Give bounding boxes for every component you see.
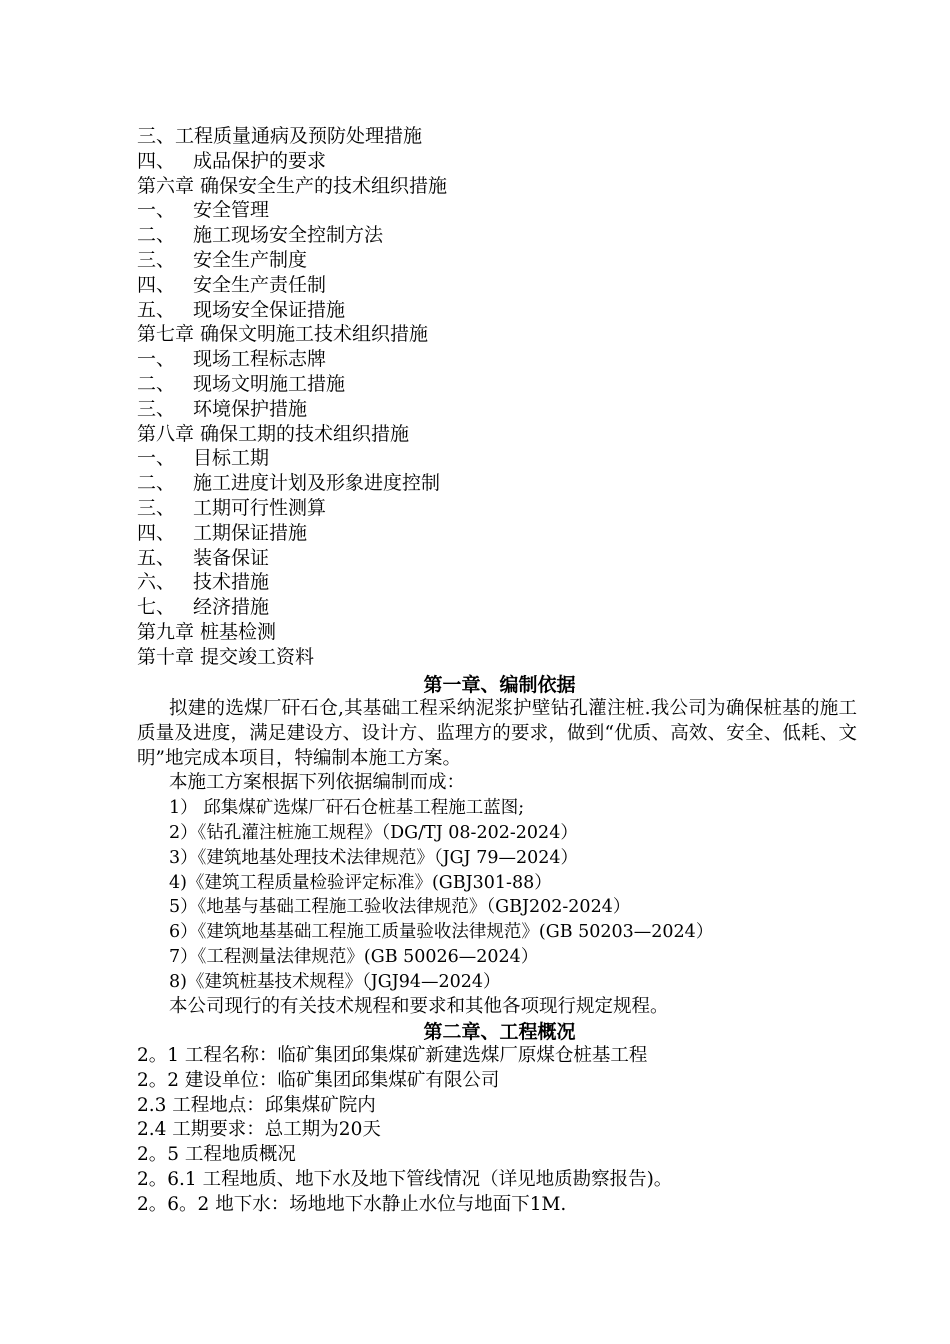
toc-line	[137, 347, 447, 372]
toc-chapter	[137, 174, 447, 199]
toc-text: 安全生产制度	[193, 248, 308, 271]
toc-number: 一、	[137, 348, 176, 371]
toc-line	[137, 446, 447, 471]
toc-line	[137, 372, 447, 397]
basis-lead: 本施工方案根据下列依据编制而成：	[169, 772, 466, 794]
toc-text: 第七章 确保文明施工技术组织措施	[137, 323, 429, 346]
toc-line	[137, 298, 447, 323]
basis-item: 3）《建筑地基处理技术法律规范》（JGJ 79—2024）	[169, 847, 579, 868]
basis-item: 6）《建筑地基基础工程施工质量验收法律规范》(GB 50203—2024）	[169, 922, 714, 943]
overview-item: 2。6。2 地下水：场地地下水静止水位与地面下1M.	[137, 1193, 567, 1215]
toc-line	[137, 273, 447, 298]
basis-item: 7）《工程测量法律规范》(GB 50026—2024）	[169, 946, 539, 967]
toc-line	[137, 521, 447, 546]
toc-number: 七、	[137, 596, 176, 619]
toc-text: 施工进度计划及形象进度控制	[193, 472, 441, 495]
toc-number: 四、	[137, 149, 176, 172]
toc-line	[137, 496, 447, 521]
toc-line	[137, 248, 447, 273]
basis-item: 1） 邱集煤矿选煤厂矸石仓桩基工程施工蓝图;	[169, 798, 525, 819]
toc-line	[137, 471, 447, 496]
toc-text: 技术措施	[193, 571, 270, 594]
toc-text: 现场文明施工措施	[193, 372, 346, 395]
toc-number: 三、	[137, 248, 176, 271]
toc-number: 五、	[137, 298, 176, 321]
table-of-contents	[137, 124, 447, 670]
toc-line	[137, 570, 447, 595]
basis-item: 4)《建筑工程质量检验评定标准》(GBJ301-88）	[169, 872, 552, 893]
chapter1-title: 第一章、编制依据	[423, 674, 576, 696]
toc-chapter	[137, 322, 447, 347]
toc-text: 第十章 提交竣工资料	[137, 645, 315, 668]
toc-number: 一、	[137, 447, 176, 470]
overview-item: 2。2 建设单位：临矿集团邱集煤矿有限公司	[137, 1069, 500, 1091]
toc-number: 三、	[137, 397, 176, 420]
toc-number: 二、	[137, 372, 176, 395]
basis-item: 5）《地基与基础工程施工验收法律规范》（GBJ202-2024）	[169, 897, 631, 918]
toc-number: 四、	[137, 273, 176, 296]
toc-number: 三、	[137, 496, 176, 519]
toc-text: 第九章 桩基检测	[137, 620, 277, 643]
toc-text: 工期保证措施	[193, 521, 308, 544]
toc-line	[137, 223, 447, 248]
overview-item: 2.4 工期要求：总工期为20天	[137, 1119, 381, 1141]
toc-line	[137, 546, 447, 571]
overview-item: 2。6.1 工程地质、地下水及地下管线情况（详见地质勘察报告)。	[137, 1168, 673, 1190]
toc-text: 目标工期	[193, 447, 270, 470]
toc-text: 三、工程质量通病及预防处理措施	[137, 125, 423, 147]
toc-chapter	[137, 645, 447, 670]
toc-text: 成品保护的要求	[193, 149, 327, 172]
overview-item: 2。1 工程名称：临矿集团邱集煤矿新建选煤厂原煤仓桩基工程	[137, 1045, 648, 1066]
toc-text: 环境保护措施	[193, 397, 308, 420]
basis-item: 2）《钻孔灌注桩施工规程》（DG/TJ 08-202-2024）	[169, 822, 578, 843]
toc-chapter	[137, 422, 447, 447]
toc-line	[137, 149, 447, 174]
toc-text: 第八章 确保工期的技术组织措施	[137, 422, 410, 445]
toc-number: 二、	[137, 224, 176, 247]
toc-text: 安全管理	[193, 199, 270, 222]
toc-number: 二、	[137, 472, 176, 495]
toc-text: 第六章 确保安全生产的技术组织措施	[137, 174, 448, 197]
toc-number: 六、	[137, 571, 176, 594]
toc-number: 五、	[137, 546, 176, 569]
toc-number: 四、	[137, 521, 176, 544]
toc-line	[137, 198, 447, 223]
toc-text: 现场安全保证措施	[193, 298, 346, 321]
toc-text: 经济措施	[193, 596, 270, 619]
toc-text: 工期可行性测算	[193, 496, 327, 519]
basis-closing: 本公司现行的有关技术规程和要求和其他各项现行规定规程。	[169, 995, 669, 1017]
toc-text: 装备保证	[193, 546, 270, 569]
toc-text: 现场工程标志牌	[193, 348, 327, 371]
chapter2-body	[137, 1044, 857, 1218]
toc-line	[137, 397, 447, 422]
basis-item: 8)《建筑桩基技术规程》（JGJ94—2024）	[169, 971, 501, 992]
chapter1-body	[137, 697, 857, 1019]
toc-chapter	[137, 620, 447, 645]
toc-number: 一、	[137, 199, 176, 222]
overview-item: 2。5 工程地质概况	[137, 1144, 296, 1166]
toc-text: 安全生产责任制	[193, 273, 327, 296]
toc-line	[137, 124, 447, 149]
chapter1-intro: 拟建的选煤厂矸石仓,其基础工程采纳泥浆护壁钻孔灌注桩.我公司为确保桩基的施工质量及进度，满足建设方、设计方、监理方的要求，做到“优质、高效、安全、低耗、文明”地完成本项目，特编制本施工方案。	[137, 698, 857, 769]
toc-text: 施工现场安全控制方法	[193, 224, 384, 247]
chapter2-title: 第二章、工程概况	[423, 1021, 576, 1043]
toc-line	[137, 595, 447, 620]
overview-item: 2.3 工程地点：邱集煤矿院内	[137, 1094, 376, 1116]
